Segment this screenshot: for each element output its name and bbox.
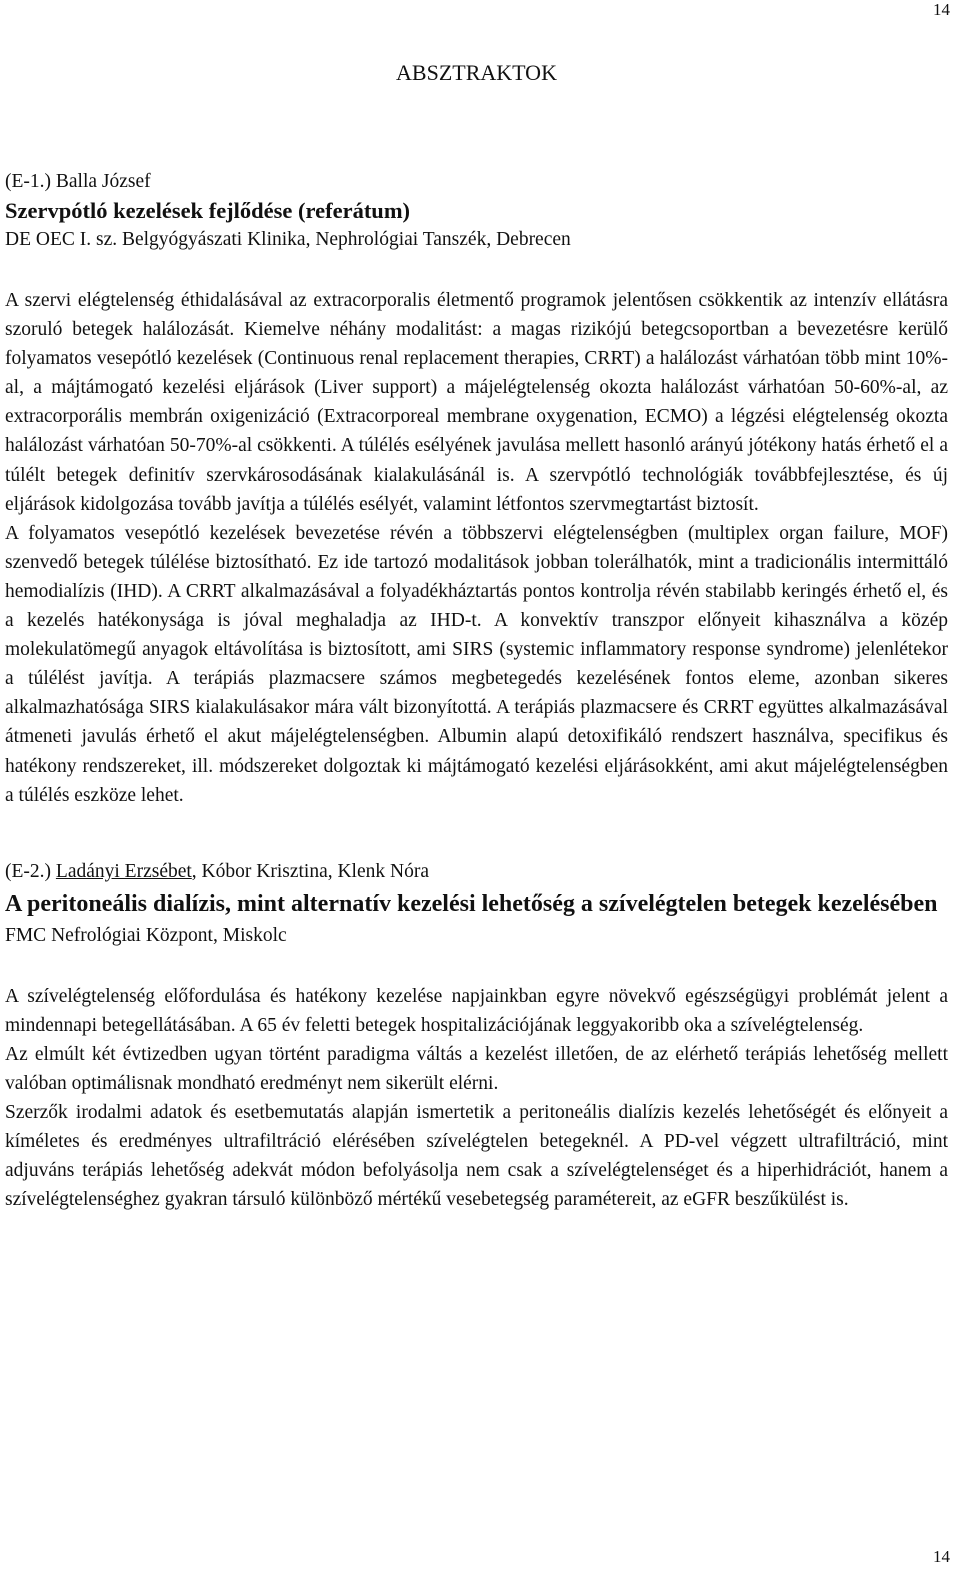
abstract-code-author: (E-1.) Balla József xyxy=(5,171,151,192)
abstract-affiliation: FMC Nefrológiai Központ, Miskolc xyxy=(5,924,287,946)
abstract-paragraph: A folyamatos vesepótló kezelések bevezetése révén a többszervi elégtelenségben (multiplex organ failure, MOF) szenvedő betegek túlélése biztosítható. Ez ide tartozó modalitások jobban tolerálhatók, mint a tradicionális intermittáló hemodialízis (IHD). A CRRT alkalmazásával a folyadékháztartás pontos kontrolja révén stabilabb keringés érhető el, és a kezelés hatékonysága is jóval meghaladja az IHD-t. A konvektív transzpor előnyeit kihasználva a közép molekulatömegű anyagok eltávolítása is biztosított, ami SIRS (systemic inflammatory response syndrome) jelenlétekor a túlélést javítja. A terápiás plazmacsere számos megbetegedés kezelésének fontos eleme, azonban sikeres alkalmazhatósága SIRS kialakulásakor mára vált bizonyítottá. A terápiás plazmacsere és CRRT együttes alkalmazásával átmeneti javulás érhető el akut májelégtelenségben. Albumin alapú detoxifikáló rendszert használva, specifikus és hatékony rendszereket, ill. módszereket dolgoztak ki májtámogató kezelési eljárásokként, ami akut májelégtelenségben a túlélés eszköze lehet. xyxy=(5,522,948,806)
page-heading: ABSZTRAKTOK xyxy=(396,60,557,85)
abstract-code: (E-2.) xyxy=(5,860,56,882)
abstract-paragraph: A szívelégtelenség előfordulása és hatékony kezelése napjainkban egyre növekvő egészségügyi problémát jelent a mindennapi betegellátásában. A 65 év feletti betegek hospitalizációjának leggyakoribb oka a szívelégtelenség. xyxy=(5,985,948,1036)
abstract-paragraph: A szervi elégtelenség éthidalásával az extracorporalis életmentő programok jelentősen csökkentik az intenzív ellátásra szoruló betegek halálozását. Kiemelve néhány modalitást: a magas rizikójú betegcsoportban a bevezetésre kerülő folyamatos vesepótló kezelések (Continuous renal replacement therapies, CRRT) a halálozást várhatóan több mint 10%-al, a májtámogató kezelési eljárások (Liver support) a májelégtelenség okozta halálozást várhatóan 50-60%-al, az extracorporális membrán oxigenizáció (Extracorporeal membrane oxygenation, ECMO) a légzési elégtelenség okozta halálozást várhatóan 50-70%-al csökkenti. A túlélés esélyének javulása mellett hasonló arányú jótékony hatás érhető el a túlélt betegek definitív szervkárosodásának kialakulásánál is. A szervpótló technológiák továbbfejlesztése, és új eljárások kidolgozása tovább javítja a túlélés esélyét, valamint létfontos szervmegtartást biztosít. xyxy=(5,290,948,515)
abstract-authors xyxy=(5,858,948,886)
page-number-top: 14 xyxy=(933,0,950,19)
abstract-title: A peritoneális dialízis, mint alternatív kezelési lehetőség a szívelégtelen betegek kezelésében xyxy=(5,890,938,917)
abstract-affiliation: DE OEC I. sz. Belgyógyászati Klinika, Nephrológiai Tanszék, Debrecen xyxy=(5,229,571,250)
co-authors: , Kóbor Krisztina, Klenk Nóra xyxy=(191,860,429,882)
abstract-e1 xyxy=(5,168,948,810)
abstract-paragraph: Szerzők irodalmi adatok és esetbemutatás alapján ismertetik a peritoneális dialízis kezelés lehetőségét és előnyeit a kíméletes és eredményes ultrafiltráció elérésében szívelégtelen betegeknél. A PD-vel végzett ultrafiltráció, mint adjuváns terápiás lehetőség adekvát módon befolyásolja nem csak a szívelégtelenséget és a hiperhidrációt, hanem a szívelégtelenséghez gyakran társuló különböző mértékű vesebetegség paramétereit, az eGFR beszűkülést is. xyxy=(5,1102,948,1211)
page-content xyxy=(5,60,948,1214)
abstract-paragraph: Az elmúlt két évtizedben ugyan történt paradigma váltás a kezelést illetően, de az elérhető terápiás lehetőség mellett valóban optimálisnak mondható eredményt nem sikerült elérni. xyxy=(5,1043,948,1094)
abstract-e2 xyxy=(5,858,948,1215)
presenting-author: Ladányi Erzsébet xyxy=(55,860,192,882)
page-number-bottom: 14 xyxy=(933,1547,950,1566)
abstract-title: Szervpótló kezelések fejlődése (referátum) xyxy=(5,198,411,223)
